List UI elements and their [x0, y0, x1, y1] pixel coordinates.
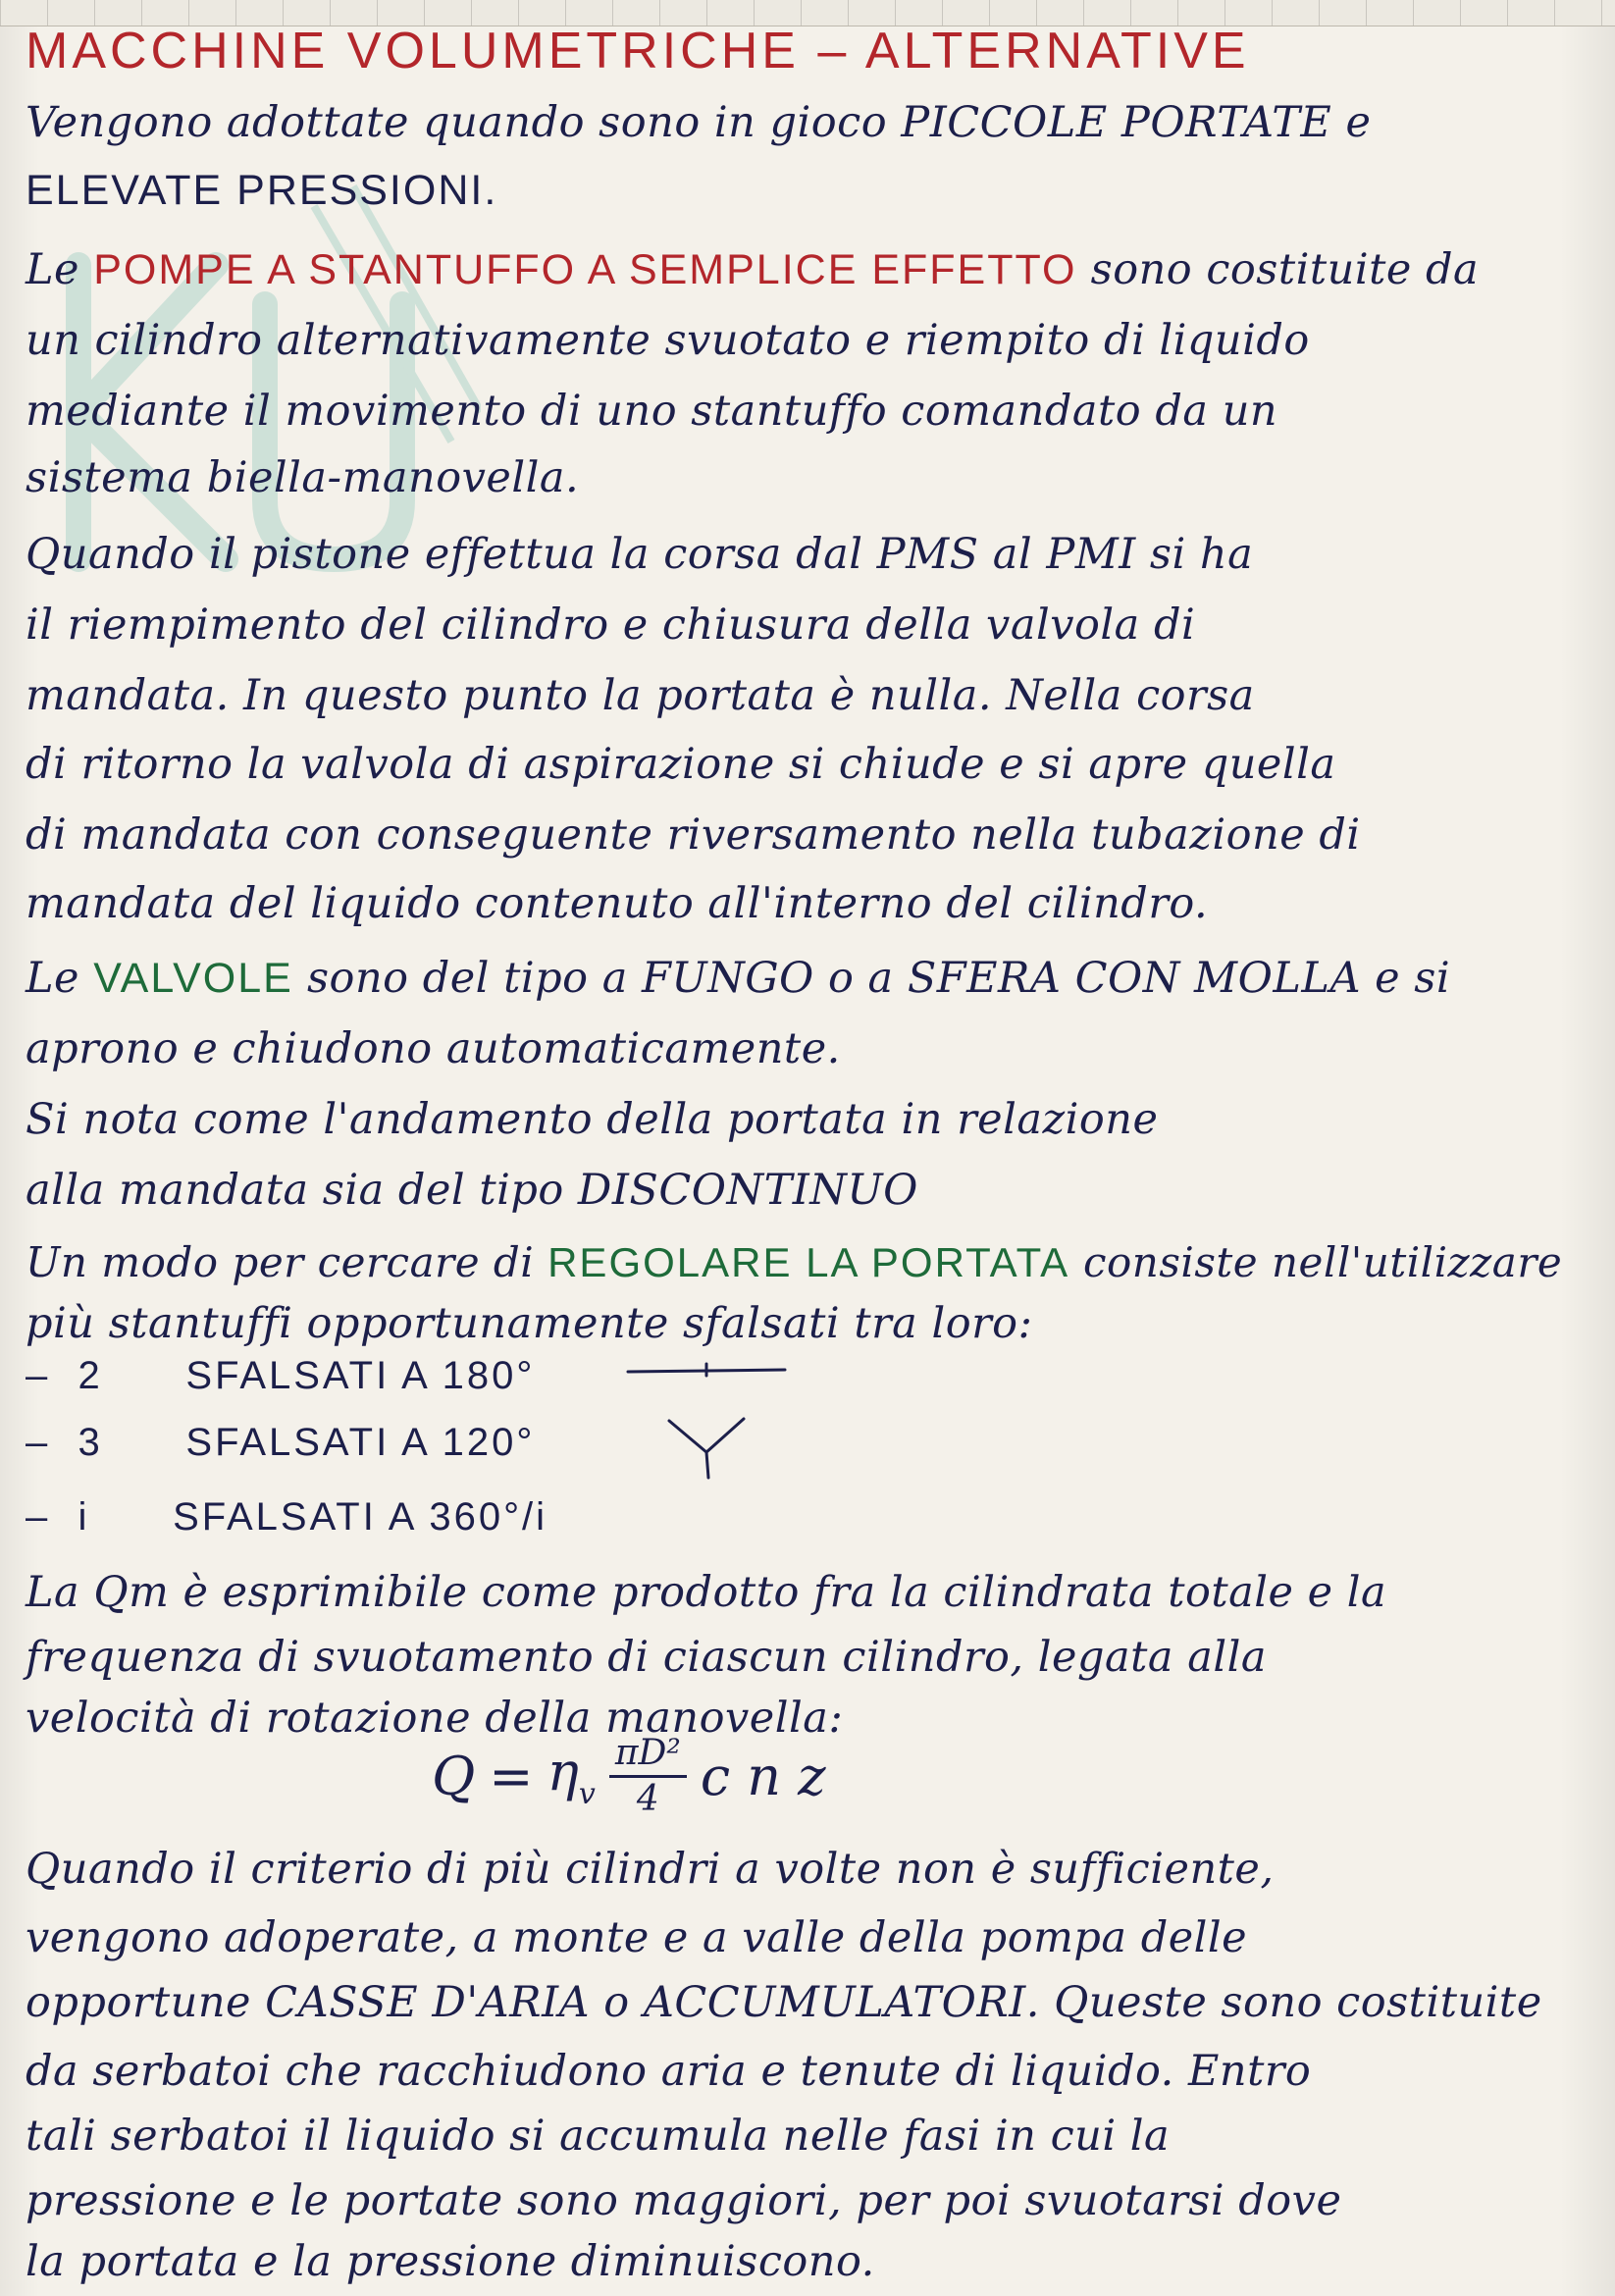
list-count: i [78, 1495, 90, 1539]
formula-fraction [609, 1732, 687, 1819]
p8-line2: vengono adoperate, a monte e a valle della pompa delle [26, 1913, 1248, 1962]
p3-line1: Quando il pistone effettua la corsa dal PMS al PMI si ha [26, 530, 1254, 579]
p4-article: Le [26, 954, 80, 1003]
p2-line2: un cilindro alternativamente svuotato e riempito di liquido [26, 316, 1310, 365]
p2-article: Le [26, 245, 80, 294]
title-separator: – [817, 23, 851, 79]
list-item [26, 1495, 547, 1539]
title-part2: ALTERNATIVE [864, 23, 1250, 79]
formula-numerator: πD² [609, 1736, 687, 1778]
formula-eta: $\eta_v$ [547, 1741, 596, 1811]
p3-line3: mandata. In questo punto la portata è nulla. Nella corsa [26, 671, 1255, 720]
p8-line4: da serbatoi che racchiudono aria e tenute di liquido. Entro [26, 2047, 1312, 2096]
p2-line1-end: sono costituite da [1090, 245, 1480, 294]
p8-line6: pressione e le portate sono maggiori, per poi svuotarsi dove [26, 2176, 1342, 2225]
p4-line1-end: sono del tipo a FUNGO o a SFERA CON MOLLA e si [306, 954, 1451, 1003]
list-text: SFALSATI A 360°/i [173, 1495, 548, 1539]
p5-line2: alla mandata sia del tipo DISCONTINUO [26, 1166, 918, 1215]
list-count: 3 [78, 1421, 103, 1464]
formula-lhs: Q [432, 1745, 476, 1807]
p2-line4: sistema biella-manovella. [26, 453, 580, 502]
p3-line4: di ritorno la valvola di aspirazione si chiude e si apre quella [26, 740, 1336, 789]
p4-line1 [26, 954, 1450, 1003]
p7-line3: velocità di rotazione della manovella: [26, 1694, 844, 1743]
formula-rest: c n z [700, 1745, 826, 1807]
p6-line1-end: consiste nell'utilizzare [1083, 1238, 1563, 1286]
p5-line1: Si nota come l'andamento della portata in relazione [26, 1095, 1159, 1144]
p7-line2: frequenza di svuotamento di ciascun cilindro, legata alla [26, 1633, 1267, 1682]
p1-line2: ELEVATE PRESSIONI. [26, 167, 498, 214]
p8-line1: Quando il criterio di più cilindri a volte non è sufficiente, [26, 1845, 1275, 1894]
p3-line2: il riempimento del cilindro e chiusura della valvola di [26, 600, 1196, 650]
formula-equals: = [489, 1745, 534, 1807]
list-bullet: – [26, 1421, 51, 1464]
p4-valves: VALVOLE [93, 955, 293, 1002]
p3-line6: mandata del liquido contenuto all'interno del cilindro. [26, 879, 1209, 928]
list-item [26, 1421, 535, 1465]
list-text: SFALSATI A 180° [185, 1354, 536, 1397]
p2-line3: mediante il movimento di uno stantuffo comandato da un [26, 387, 1278, 436]
p3-line5: di mandata con conseguente riversamento nella tubazione di [26, 810, 1361, 860]
p7-line1: La Qm è esprimibile come prodotto fra la cilindrata totale e la [26, 1568, 1387, 1617]
formula-eta-sub: v [578, 1777, 596, 1811]
p8-line5: tali serbatoi il liquido si accumula nelle fasi in cui la [26, 2112, 1171, 2161]
list-text: SFALSATI A 120° [185, 1421, 536, 1464]
page-title [26, 22, 1250, 80]
p6-regulate: REGOLARE LA PORTATA [547, 1239, 1070, 1285]
p2-line1 [26, 245, 1479, 294]
p6-line1-start: Un modo per cercare di [26, 1238, 535, 1286]
p2-pump-type: POMPE A STANTUFFO A SEMPLICE EFFETTO [93, 246, 1077, 293]
p1-line1: Vengono adottate quando sono in gioco PICCOLE PORTATE e [26, 98, 1372, 147]
list-bullet: – [26, 1495, 51, 1539]
p4-line2: aprono e chiudono automaticamente. [26, 1024, 841, 1073]
p6-line1 [26, 1238, 1562, 1286]
p8-line3: opportune CASSE D'ARIA o ACCUMULATORI. Queste sono costituite [26, 1978, 1542, 2027]
title-part1: MACCHINE VOLUMETRICHE [26, 23, 800, 79]
phase-sketch [618, 1344, 795, 1482]
formula-denominator: 4 [636, 1778, 659, 1819]
list-count: 2 [78, 1354, 103, 1397]
p6-line2: più stantuffi opportunamente sfalsati tra loro: [26, 1299, 1033, 1348]
p8-line7: la portata e la pressione diminuiscono. [26, 2237, 875, 2286]
list-item [26, 1354, 535, 1398]
list-bullet: – [26, 1354, 51, 1397]
flow-formula [432, 1722, 826, 1830]
